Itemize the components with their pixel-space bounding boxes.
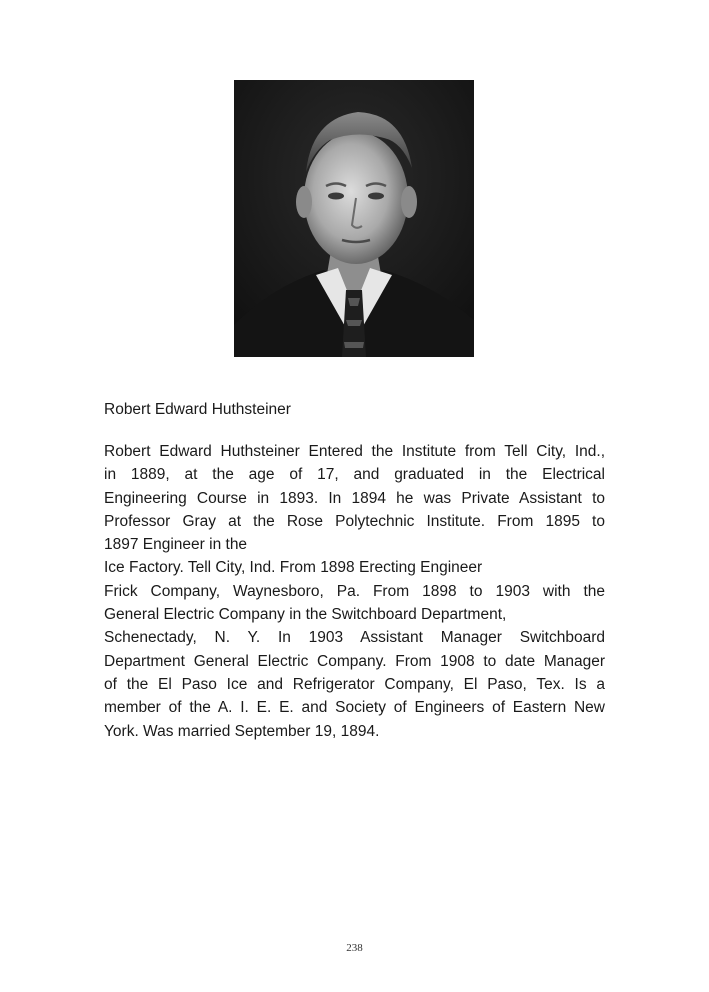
- portrait-illustration: [234, 80, 474, 357]
- biography-line: Robert Edward Huthsteiner Entered the Institute from Tell City, Ind.,: [104, 443, 605, 460]
- portrait-photo: [234, 80, 474, 357]
- biography-line: General Electric Company in the Switchboard Department,: [104, 606, 507, 624]
- biography-line: Department General Electric Company. From 1908 to date Manager: [104, 652, 605, 670]
- biography-line: in 1889, at the age of 17, and graduated in the Electrical: [104, 466, 605, 484]
- biography-text: [104, 440, 605, 743]
- biography-line: Professor Gray at the Rose Polytechnic Institute. From 1895 to: [104, 512, 605, 530]
- page-number: 238: [346, 942, 363, 954]
- biography-line: Engineering Course in 1893. In 1894 he was Private Assistant to: [104, 489, 605, 507]
- biography-line: Ice Factory. Tell City, Ind. From 1898 Erecting Engineer: [104, 559, 483, 577]
- person-name-heading: Robert Edward Huthsteiner: [104, 401, 291, 418]
- biography-line: of the El Paso Ice and Refrigerator Company, El Paso, Tex. Is a: [104, 675, 605, 693]
- biography-line: Frick Company, Waynesboro, Pa. From 1898 to 1903 with the: [104, 582, 605, 600]
- biography-line: member of the A. I. E. E. and Society of Engineers of Eastern New: [104, 699, 605, 717]
- biography-line: Schenectady, N. Y. In 1903 Assistant Manager Switchboard: [104, 629, 605, 647]
- biography-line: 1897 Engineer in the: [104, 536, 248, 554]
- biography-line: York. Was married September 19, 1894.: [104, 722, 380, 740]
